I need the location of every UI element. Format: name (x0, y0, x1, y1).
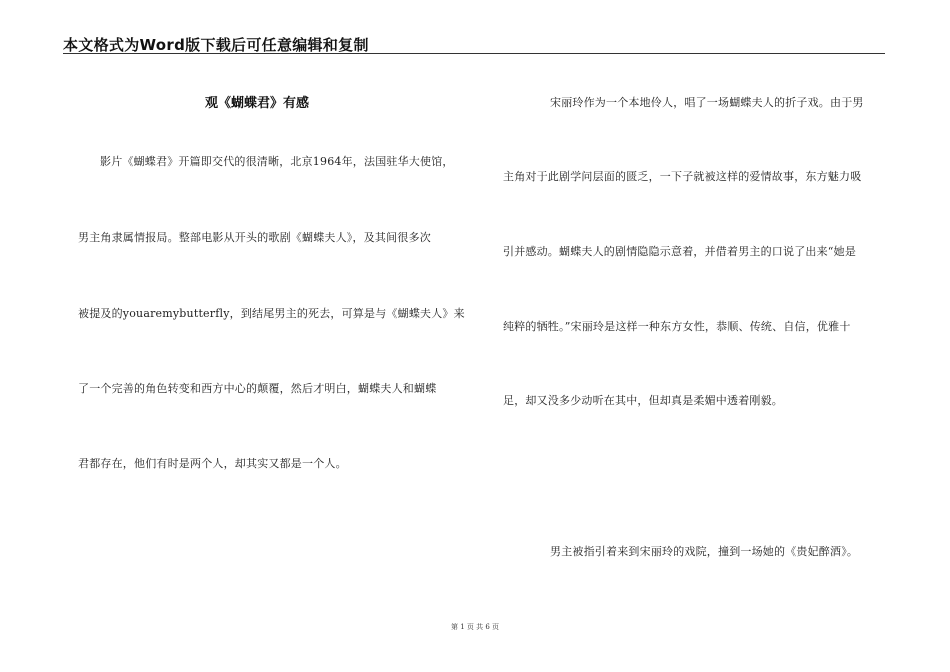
left-line-2: 男主角隶属情报局。整部电影从开头的歌剧《蝴蝶夫人》，及其间很多次 (78, 231, 431, 244)
header-divider (63, 53, 885, 54)
article-title: 观《蝴蝶君》有感 (205, 96, 310, 111)
right-line-2: 主角对于此剧学问层面的匮乏，一下子就被这样的爱情故事，东方魅力吸 (503, 170, 862, 183)
right-line-1: 宋丽玲作为一个本地伶人，唱了一场蝴蝶夫人的折子戏。由于男 (550, 96, 864, 109)
right-line-6: 男主被指引着来到宋丽玲的戏院，撞到一场她的《贵妃醉酒》。 (550, 545, 859, 558)
header-notice: 本文格式为Word版下载后可任意编辑和复制 (63, 36, 369, 54)
left-line-3: 被提及的youaremybutterfly，到结尾男主的死去，可算是与《蝴蝶夫人》来 (78, 307, 465, 320)
right-line-4: 纯粹的牺牲。”宋丽玲是这样一种东方女性，恭顺、传统、自信，优雅十 (503, 320, 851, 333)
page-number: 第 1 页 共 6 页 (450, 623, 500, 631)
left-line-5: 君都存在，他们有时是两个人，却其实又都是一个人。 (78, 457, 347, 470)
left-line-4: 了一个完善的角色转变和西方中心的颠覆，然后才明白，蝴蝶夫人和蝴蝶 (78, 382, 437, 395)
right-line-3: 引并感动。蝴蝶夫人的剧情隐隐示意着，并借着男主的口说了出来“她是 (503, 245, 857, 258)
left-line-1: 影片《蝴蝶君》开篇即交代的很清晰，北京1964年，法国驻华大使馆， (100, 155, 454, 168)
right-line-5: 足，却又没多少动听在其中，但却真是柔媚中透着刚毅。 (503, 394, 783, 407)
